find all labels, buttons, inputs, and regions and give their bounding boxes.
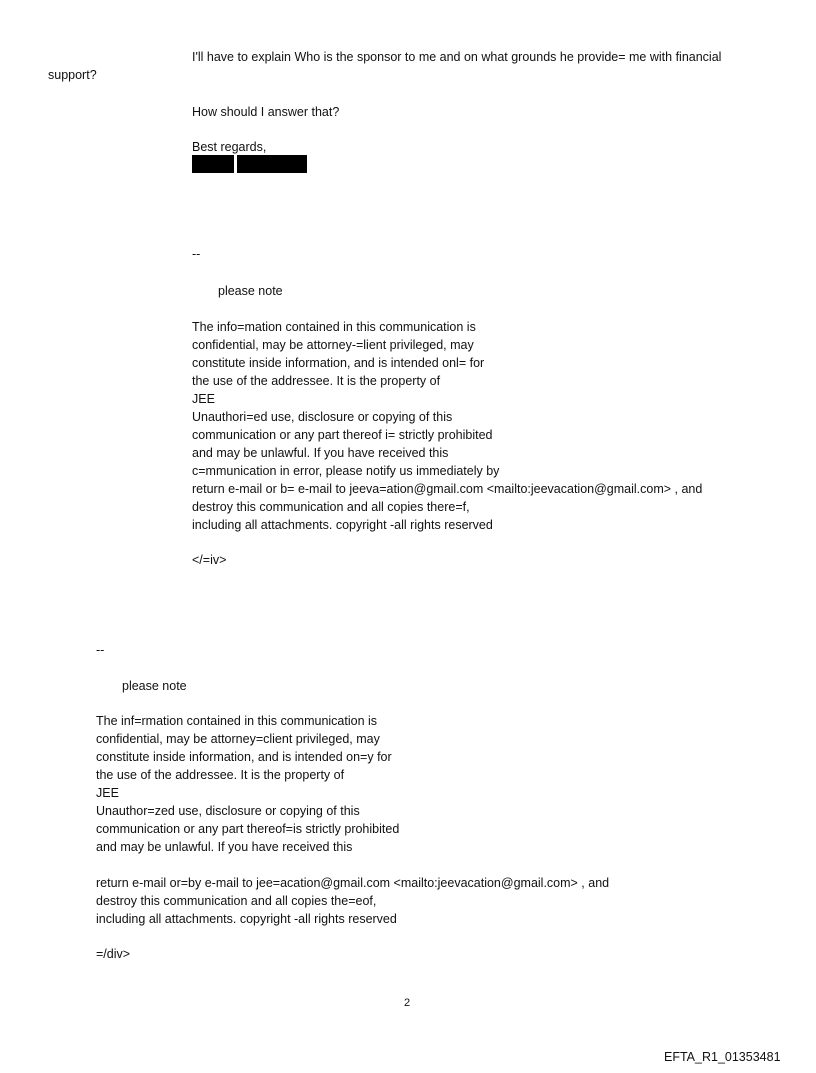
closing-tag: </=iv>	[192, 553, 227, 567]
question-line-2: support?	[48, 68, 97, 82]
notice-line: The info=mation contained in this communication is	[192, 320, 476, 334]
notice-line: destroy this communication and all copies there=f,	[192, 500, 470, 514]
page-number: 2	[404, 997, 411, 1009]
how-answer-line: How should I answer that?	[192, 105, 340, 119]
notice-line: confidential, may be attorney=client privileged, may	[96, 732, 380, 746]
notice-line: and may be unlawful. If you have received this	[192, 446, 449, 460]
question-line-1: I'll have to explain Who is the sponsor to me and on what grounds he provide= me with financial	[192, 50, 722, 64]
notice-line: confidential, may be attorney-=lient privileged, may	[192, 338, 474, 352]
notice-line: including all attachments. copyright -all rights reserved	[96, 912, 397, 926]
notice-line: constitute inside information, and is intended on=y for	[96, 750, 392, 764]
closing-tag: =/div>	[96, 947, 131, 961]
notice-line: Unauthori=ed use, disclosure or copying of this	[192, 410, 453, 424]
notice-line: return e-mail or=by e-mail to jee=acation@gmail.com <mailto:jeevacation@gmail.com> , and	[96, 876, 610, 890]
redaction-bar	[237, 155, 307, 173]
best-regards-line: Best regards,	[192, 140, 267, 154]
notice-line: JEE	[96, 786, 119, 800]
please-note: please note	[122, 679, 187, 693]
notice-line: communication or any part thereof i= strictly prohibited	[192, 428, 493, 442]
notice-line: JEE	[192, 392, 215, 406]
notice-line: constitute inside information, and is intended onl= for	[192, 356, 485, 370]
separator: --	[192, 247, 201, 261]
separator: --	[96, 643, 105, 657]
notice-line: communication or any part thereof=is strictly prohibited	[96, 822, 400, 836]
notice-line: the use of the addressee. It is the property of	[96, 768, 345, 782]
notice-line: Unauthor=zed use, disclosure or copying of this	[96, 804, 360, 818]
notice-line: and may be unlawful. If you have received this	[96, 840, 353, 854]
notice-line: the use of the addressee. It is the property of	[192, 374, 441, 388]
redaction-bar	[192, 155, 234, 173]
please-note: please note	[218, 284, 283, 298]
notice-line: including all attachments. copyright -all rights reserved	[192, 518, 493, 532]
notice-line: return e-mail or b= e-mail to jeeva=ation@gmail.com <mailto:jeevacation@gmail.com> , and	[192, 482, 703, 496]
document-id: EFTA_R1_01353481	[664, 1050, 781, 1064]
notice-line: destroy this communication and all copies the=eof,	[96, 894, 377, 908]
notice-line: c=mmunication in error, please notify us immediately by	[192, 464, 500, 478]
notice-line: The inf=rmation contained in this communication is	[96, 714, 378, 728]
